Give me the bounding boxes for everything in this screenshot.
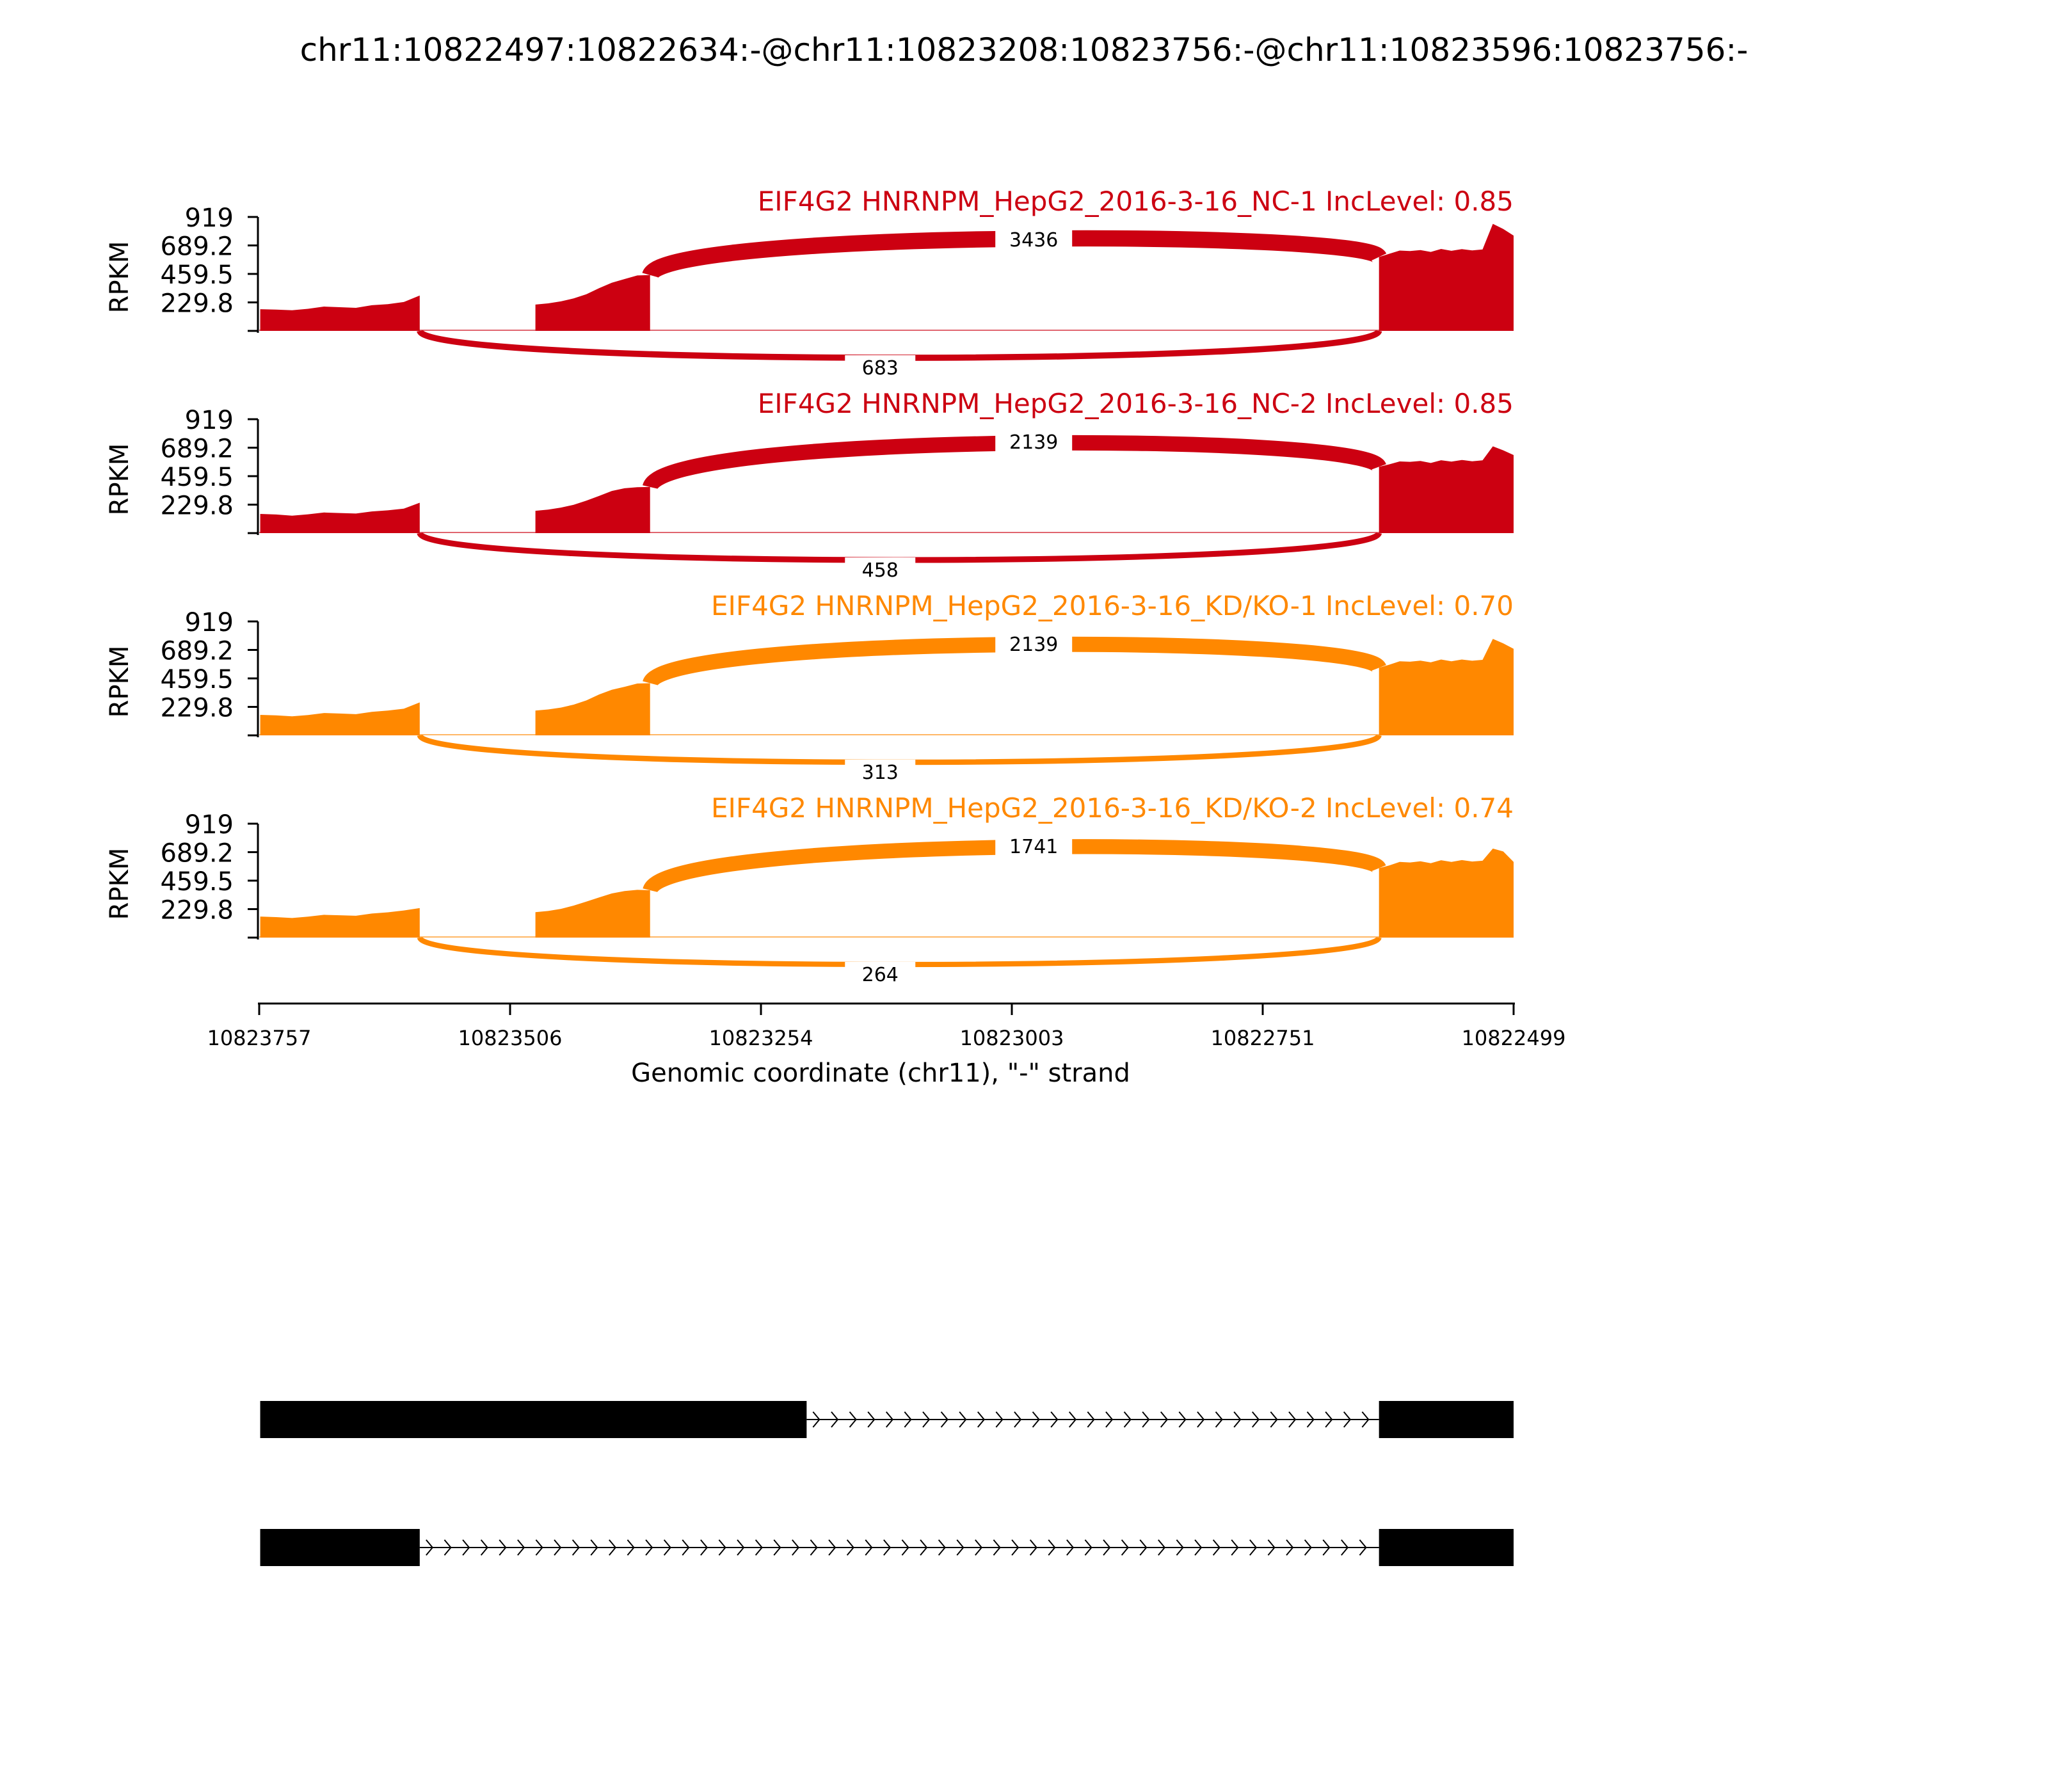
track-2: [105, 388, 1514, 582]
junction-count-upper: 2139: [1009, 431, 1059, 454]
exon-block: [1379, 1401, 1514, 1438]
y-axis-label: RPKM: [105, 847, 134, 920]
y-tick-label: 229.8: [160, 289, 234, 319]
y-tick-label: 919: [184, 204, 234, 233]
coverage-upstream: [260, 908, 420, 938]
tracks-layer: [105, 186, 1514, 986]
track-4: [105, 792, 1514, 986]
coverage-skipped: [536, 275, 650, 331]
junction-count-upper: 1741: [1009, 836, 1059, 858]
exon-block: [1379, 1529, 1514, 1566]
x-tick-label: 10823254: [708, 1026, 813, 1050]
junction-count-upper: 3436: [1009, 229, 1059, 252]
y-tick-label: 229.8: [160, 491, 234, 521]
x-axis: [207, 1004, 1566, 1050]
y-tick-label: 689.2: [160, 232, 234, 262]
isoform-exclusion: [260, 1529, 1514, 1566]
coverage-downstream: [1379, 446, 1514, 533]
y-tick-label: 689.2: [160, 434, 234, 464]
coverage-downstream: [1379, 849, 1514, 938]
y-tick-label: 459.5: [160, 665, 234, 694]
junction-arc-lower: [420, 938, 1379, 964]
coverage-upstream: [260, 503, 420, 534]
x-tick-label: 10823003: [959, 1026, 1064, 1050]
junction-count-upper: 2139: [1009, 634, 1059, 656]
x-tick-label: 10823757: [207, 1026, 312, 1050]
chart-title: chr11:10822497:10822634:-@chr11:10823208:10823756:-@chr11:10823596:10823756:-: [300, 31, 1748, 68]
y-tick-label: 229.8: [160, 693, 234, 723]
track-label: EIF4G2 HNRNPM_HepG2_2016-3-16_NC-1 IncLevel: 0.85: [757, 186, 1514, 217]
junction-arc-lower: [420, 735, 1379, 762]
track-1: [105, 186, 1514, 380]
y-tick-label: 459.5: [160, 867, 234, 897]
y-tick-label: 919: [184, 810, 234, 840]
y-axis-label: RPKM: [105, 645, 134, 718]
track-3: [105, 590, 1514, 784]
y-tick-label: 919: [184, 608, 234, 637]
y-axis-label: RPKM: [105, 241, 134, 314]
x-tick-label: 10823506: [458, 1026, 563, 1050]
y-tick-label: 459.5: [160, 463, 234, 492]
track-label: EIF4G2 HNRNPM_HepG2_2016-3-16_NC-2 IncLevel: 0.85: [757, 388, 1514, 419]
junction-arc-lower: [420, 533, 1379, 560]
track-label: EIF4G2 HNRNPM_HepG2_2016-3-16_KD/KO-1 IncLevel: 0.70: [710, 590, 1514, 621]
coverage-skipped: [536, 684, 650, 736]
track-label: EIF4G2 HNRNPM_HepG2_2016-3-16_KD/KO-2 IncLevel: 0.74: [710, 792, 1514, 824]
junction-arc-lower: [420, 331, 1379, 358]
coverage-downstream: [1379, 224, 1514, 331]
y-tick-label: 229.8: [160, 895, 234, 925]
coverage-downstream: [1379, 639, 1514, 735]
coverage-skipped: [536, 487, 650, 533]
coverage-skipped: [536, 890, 650, 938]
y-tick-label: 919: [184, 406, 234, 435]
isoform-inclusion: [260, 1401, 1514, 1438]
isoform-structures: [260, 1401, 1514, 1566]
junction-count-lower: 313: [861, 762, 899, 784]
x-tick-label: 10822751: [1210, 1026, 1315, 1050]
exon-block: [260, 1529, 420, 1566]
y-tick-label: 459.5: [160, 260, 234, 290]
junction-count-lower: 458: [861, 559, 899, 582]
junction-count-lower: 264: [861, 964, 899, 986]
x-axis-label: Genomic coordinate (chr11), "-" strand: [631, 1059, 1130, 1088]
exon-block: [260, 1401, 807, 1438]
y-axis-label: RPKM: [105, 443, 134, 516]
x-tick-label: 10822499: [1461, 1026, 1566, 1050]
coverage-upstream: [260, 296, 420, 331]
y-tick-label: 689.2: [160, 636, 234, 666]
junction-count-lower: 683: [861, 357, 899, 380]
coverage-upstream: [260, 703, 420, 736]
y-tick-label: 689.2: [160, 838, 234, 868]
